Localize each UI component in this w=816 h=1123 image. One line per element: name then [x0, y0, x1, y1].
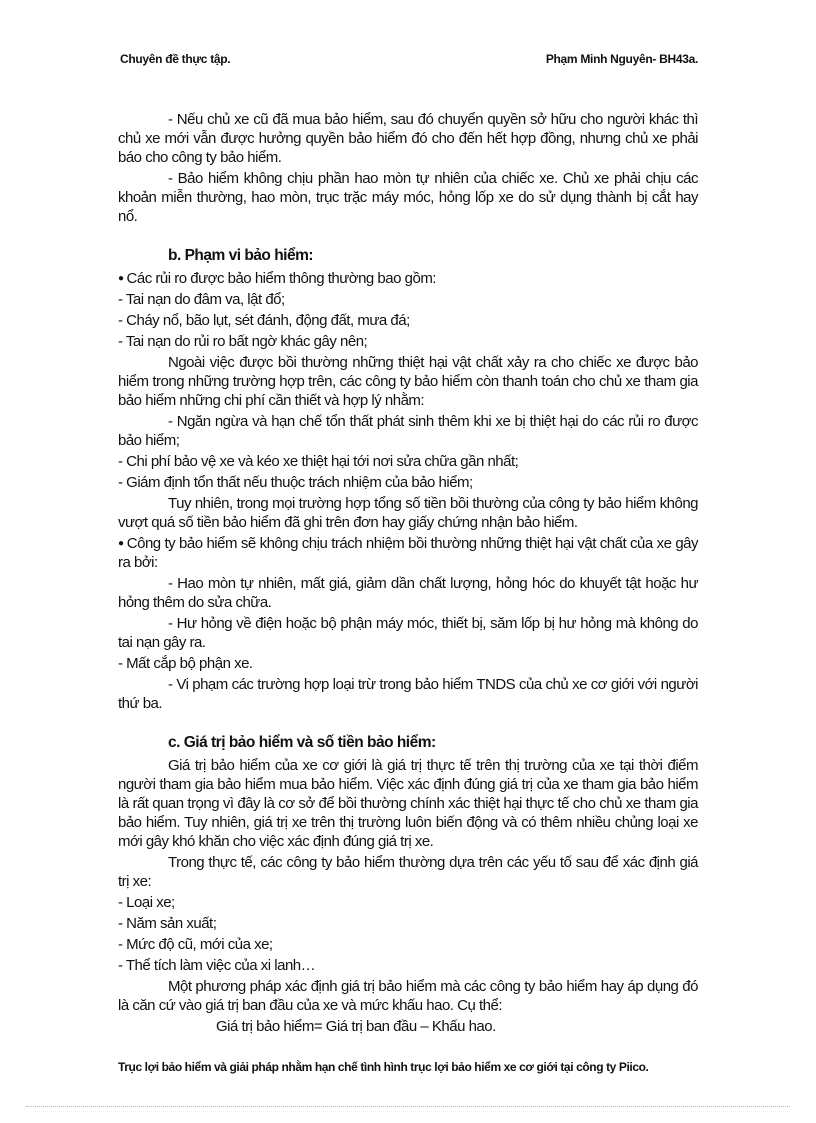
body-paragraph: - Vi phạm các trường hợp loại trừ trong bảo hiểm TNDS của chủ xe cơ giới với người thứ ba. [118, 676, 698, 712]
body-paragraph: - Năm sản xuất; [118, 915, 217, 932]
bullet-paragraph: ● Công ty bảo hiểm sẽ không chịu trách nhiệm bồi thường những thiệt hại vật chất của xe gây ra bởi: [118, 534, 698, 572]
body-paragraph: - Bảo hiểm không chịu phần hao mòn tự nhiên của chiếc xe. Chủ xe phải chịu các khoản miễn thường, hao mòn, trục trặc máy móc, hỏng lốp xe do sử dụng thành bị cắt hay nổ. [118, 170, 698, 225]
page-bottom-divider [26, 1106, 790, 1107]
body-paragraph: Một phương pháp xác định giá trị bảo hiểm mà các công ty bảo hiểm hay áp dụng đó là căn cứ vào giá trị ban đầu của xe và mức khấu hao. Cụ thể: [118, 978, 698, 1014]
body-paragraph: - Tai nạn do đâm va, lật đổ; [118, 291, 285, 308]
body-paragraph: Giá trị bảo hiểm của xe cơ giới là giá trị thực tế trên thị trường của xe tại thời điểm người tham gia bảo hiểm mua bảo hiểm. Việc xác định đúng giá trị của xe tham gia bảo hiểm là rất quan trọng vì đây là cơ sở để bồi thường chính xác thiệt hại thực tế cho chủ xe tham gia bảo hiểm. Tuy nhiên, giá trị xe trên thị trường luôn biến động và có thêm nhiều chủng loại xe mới gây khó khăn cho việc xác định đúng giá trị xe. [118, 757, 698, 850]
body-paragraph: - Nếu chủ xe cũ đã mua bảo hiểm, sau đó chuyển quyền sở hữu cho người khác thì chủ xe mới vẫn được hưởng quyền bảo hiểm đó cho đến hết hợp đồng, nhưng chủ xe phải báo cho công ty bảo hiểm. [118, 111, 698, 166]
body-paragraph: Tuy nhiên, trong mọi trường hợp tổng số tiền bồi thường của công ty bảo hiểm không vượt quá số tiền bảo hiểm đã ghi trên đơn hay giấy chứng nhận bảo hiểm. [118, 495, 698, 531]
body-paragraph: - Mất cắp bộ phận xe. [118, 655, 253, 672]
body-paragraph: - Tai nạn do rủi ro bất ngờ khác gây nên; [118, 333, 368, 350]
body-paragraph: Trong thực tế, các công ty bảo hiểm thường dựa trên các yếu tố sau để xác định giá trị xe: [118, 854, 698, 890]
page-header-left: Chuyên đề thực tập. [120, 52, 231, 66]
section-heading: b. Phạm vi bảo hiểm: [168, 247, 314, 264]
section-heading: c. Giá trị bảo hiểm và số tiền bảo hiểm: [168, 734, 436, 751]
bullet-paragraph: ● Các rủi ro được bảo hiểm thông thường bao gồm: [118, 269, 698, 288]
body-paragraph: - Loại xe; [118, 894, 175, 911]
body-paragraph: Ngoài việc được bồi thường những thiệt hại vật chất xảy ra cho chiếc xe được bảo hiểm trong những trường hợp trên, các công ty bảo hiểm còn thanh toán cho chủ xe tham gia bảo hiểm những chi phí cần thiết và hợp lý nhằm: [118, 354, 698, 409]
body-paragraph: - Ngăn ngừa và hạn chế tổn thất phát sinh thêm khi xe bị thiệt hại do các rủi ro được bảo hiểm; [118, 413, 698, 449]
page-footer: Trục lợi bảo hiểm và giải pháp nhằm hạn chế tình hình trục lợi bảo hiểm xe cơ giới tại công ty Piico. [118, 1060, 649, 1074]
page-header-right: Phạm Minh Nguyên- BH43a. [545, 52, 698, 66]
document-body [118, 110, 698, 1038]
body-paragraph: - Cháy nổ, bão lụt, sét đánh, động đất, mưa đá; [118, 312, 410, 329]
body-paragraph: - Giám định tổn thất nếu thuộc trách nhiệm của bảo hiểm; [118, 474, 473, 491]
body-paragraph: - Chi phí bảo vệ xe và kéo xe thiệt hại tới nơi sửa chữa gần nhất; [118, 453, 519, 470]
body-paragraph: - Thể tích làm việc của xi lanh… [118, 957, 316, 974]
body-paragraph: - Hao mòn tự nhiên, mất giá, giảm dần chất lượng, hỏng hóc do khuyết tật hoặc hư hỏng thêm do sửa chữa. [118, 575, 698, 611]
formula-line: Giá trị bảo hiểm= Giá trị ban đầu – Khấu hao. [216, 1018, 496, 1035]
body-paragraph: - Hư hỏng về điện hoặc bộ phận máy móc, thiết bị, săm lốp bị hư hỏng mà không do tai nạn gây ra. [118, 615, 698, 651]
body-paragraph: - Mức độ cũ, mới của xe; [118, 936, 273, 953]
